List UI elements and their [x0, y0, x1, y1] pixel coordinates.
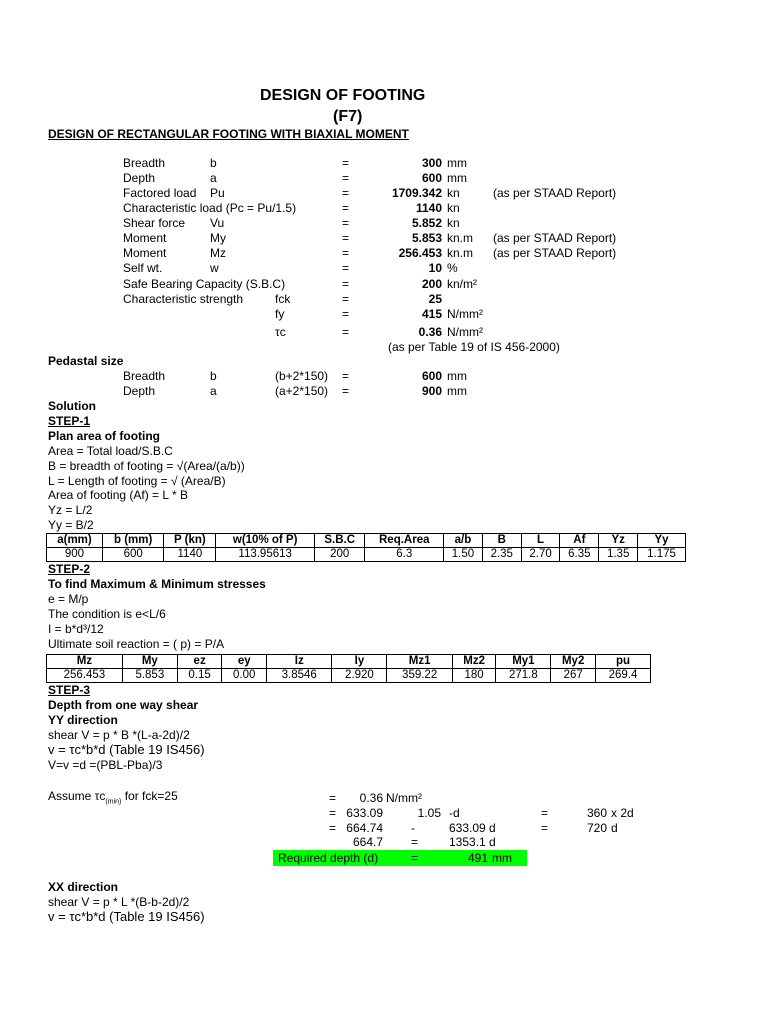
input-value: 300 [421, 156, 442, 170]
stress-cell: 3.8546 [267, 669, 332, 683]
input-value: 0.36 [418, 325, 442, 339]
step2-formula-line: Ultimate soil reaction = ( p) = P/A [48, 637, 225, 651]
stress-header: Iz [267, 655, 332, 669]
required-depth-value: 491 [467, 851, 488, 865]
input-symbol: fck [275, 292, 291, 306]
yy-direction-heading: YY direction [48, 713, 118, 727]
input-symbol: fy [275, 307, 285, 321]
input-value: 5.852 [411, 216, 442, 230]
input-value: 256.453 [398, 246, 442, 260]
stress-header: My [122, 655, 177, 669]
input-value: 25 [428, 292, 442, 306]
input-label: Characteristic strength [123, 292, 244, 306]
step1-formula-line: B = breadth of footing = √(Area/(a/b)) [48, 458, 245, 473]
input-unit: kn/m² [447, 277, 477, 291]
table19-note: (as per Table 19 of IS 456-2000) [388, 340, 560, 354]
plan-cell: 200 [314, 548, 365, 562]
plan-header: L [521, 534, 560, 548]
input-equals: = [342, 325, 350, 339]
stress-cell: 267 [551, 669, 596, 683]
step3-label: STEP-3 [48, 683, 91, 697]
plan-cell: 6.3 [365, 548, 444, 562]
input-unit: kn [447, 186, 460, 200]
stress-cell: 0.15 [177, 669, 222, 683]
input-unit: kn.m [447, 231, 474, 245]
input-label: Moment [123, 246, 167, 260]
input-value: 415 [421, 307, 442, 321]
stress-cell: 2.920 [332, 669, 387, 683]
plan-cell: 1140 [164, 548, 216, 562]
stress-header: My1 [496, 655, 551, 669]
input-value: 5.853 [411, 231, 442, 245]
pedestal-formula: (b+2*150) [275, 369, 329, 383]
yy-depth-formula: V=v =d =(PBL-Pba)/3 [48, 758, 163, 772]
plan-header: S.B.C [314, 534, 365, 548]
input-symbol: w [210, 261, 219, 275]
xx-shear-formula: shear V = p * L *(B-b-2d)/2 [48, 895, 190, 909]
plan-cell: 6.35 [560, 548, 599, 562]
input-unit: N/mm² [447, 325, 483, 339]
step1-formula-line: L = Length of footing = √ (Area/B) [48, 473, 226, 488]
step1-formula-line: Yz = L/2 [48, 503, 93, 518]
input-equals: = [342, 231, 350, 245]
pedestal-value: 900 [421, 384, 442, 398]
plan-cell: 1.35 [599, 548, 638, 562]
calc-r2-eq2: = [541, 806, 549, 820]
input-note: (as per STAAD Report) [493, 246, 617, 260]
input-symbol: Mz [210, 246, 226, 260]
stress-header: Iy [332, 655, 387, 669]
plan-cell: 1.50 [444, 548, 483, 562]
calc-eq-2: = [329, 806, 337, 820]
step2-formula-line: e = M/p [48, 592, 89, 606]
step3-heading: Depth from one way shear [48, 698, 199, 712]
page-subtitle: (F7) [333, 108, 363, 125]
stress-header: Mz2 [452, 655, 496, 669]
stress-cell: 256.453 [47, 669, 123, 683]
plan-header: Yy [638, 534, 686, 548]
pedestal-label: Breadth [123, 369, 166, 383]
input-unit: kn [447, 201, 460, 215]
stress-cell: 359.22 [387, 669, 452, 683]
xx-direction-heading: XX direction [48, 880, 119, 894]
input-value: 200 [421, 277, 442, 291]
page-title: DESIGN OF FOOTING [260, 87, 426, 104]
input-unit: N/mm² [447, 307, 483, 321]
plan-header: Req.Area [365, 534, 444, 548]
input-value: 10 [428, 261, 442, 275]
input-note: (as per STAAD Report) [493, 186, 617, 200]
calc-r3-e: d [611, 821, 618, 835]
plan-header: a/b [444, 534, 483, 548]
input-unit: kn [447, 216, 460, 230]
pedestal-equals: = [342, 384, 350, 398]
stress-cell: 180 [452, 669, 496, 683]
input-equals: = [342, 307, 350, 321]
plan-header: w(10% of P) [216, 534, 315, 548]
input-symbol: b [210, 156, 217, 170]
plan-header: Af [560, 534, 599, 548]
calc-eq-1: = [329, 791, 337, 805]
step2-formula-line: I = b*d³/12 [48, 622, 104, 636]
input-symbol: τc [275, 325, 286, 339]
input-label: Depth [123, 171, 156, 185]
pedestal-value: 600 [421, 369, 442, 383]
input-label: Shear force [123, 216, 186, 230]
stress-cell: 269.4 [595, 669, 650, 683]
step2-heading: To find Maximum & Minimum stresses [48, 577, 266, 591]
input-equals: = [342, 186, 350, 200]
calc-r4-a: 664.7 [352, 835, 383, 849]
input-label: Moment [123, 231, 167, 245]
calc-r3-a: 664.74 [346, 821, 383, 835]
pedestal-unit: mm [447, 384, 467, 398]
step1-formula-line: Area = Total load/S.B.C [48, 444, 173, 458]
xx-stress-formula: v = τc*b*d (Table 19 IS456) [48, 909, 205, 924]
calc-eq-3: = [329, 821, 337, 835]
plan-header: a(mm) [47, 534, 103, 548]
input-label: Self wt. [123, 261, 163, 275]
yy-shear-formula: shear V = p * B *(L-a-2d)/2 [48, 728, 190, 742]
input-equals: = [342, 156, 350, 170]
input-label: Safe Bearing Capacity (S.B.C) [123, 277, 286, 291]
calc-val-1: 0.36 [359, 791, 383, 805]
input-equals: = [342, 261, 350, 275]
input-symbol: a [210, 171, 217, 185]
stress-cell: 271.8 [496, 669, 551, 683]
plan-header: P (kn) [164, 534, 216, 548]
yy-stress-formula: v = τc*b*d (Table 19 IS456) [48, 742, 205, 757]
calc-r3-c: 633.09 d [449, 821, 496, 835]
assume-tc: Assume $\tau c_{(min)}$ for fck=25 [48, 789, 178, 806]
pedestal-equals: = [342, 369, 350, 383]
stress-header: My2 [551, 655, 596, 669]
calc-unit-1: N/mm² [386, 791, 422, 805]
step1-label: STEP-1 [48, 414, 91, 428]
input-symbol: Pu [210, 186, 225, 200]
input-label: Characteristic load (Pc = Pu/1.5) [123, 201, 297, 215]
pedestal-symbol: a [210, 384, 217, 398]
step1-heading: Plan area of footing [48, 429, 161, 443]
plan-header: b (mm) [102, 534, 163, 548]
calc-r4-b: 1353.1 d [449, 835, 496, 849]
pedestal-heading: Pedastal size [48, 354, 124, 368]
input-equals: = [342, 201, 350, 215]
pedestal-formula: (a+2*150) [275, 384, 329, 398]
pedestal-symbol: b [210, 369, 217, 383]
calc-r2-b: 1.05 [417, 806, 441, 820]
step2-label: STEP-2 [48, 562, 91, 576]
stress-header: Mz1 [387, 655, 452, 669]
stress-header: pu [595, 655, 650, 669]
solution-heading: Solution [48, 399, 96, 413]
plan-cell: 600 [102, 548, 163, 562]
step2-formula-line: The condition is e<L/6 [48, 607, 166, 621]
input-unit: kn.m [447, 246, 474, 260]
calc-r2-a: 633.09 [346, 806, 383, 820]
plan-area-table [46, 533, 686, 562]
calc-r3-d: 720 [586, 821, 607, 835]
input-equals: = [342, 246, 350, 260]
input-unit: mm [447, 171, 467, 185]
stresses-table [46, 654, 651, 683]
plan-header: B [482, 534, 521, 548]
input-symbol: Vu [210, 216, 225, 230]
calc-r2-d: 360 [586, 806, 607, 820]
calc-r4-eq: = [411, 835, 419, 849]
input-equals: = [342, 216, 350, 230]
input-note: (as per STAAD Report) [493, 231, 617, 245]
input-symbol: My [210, 231, 226, 245]
plan-cell: 2.70 [521, 548, 560, 562]
input-value: 1140 [415, 201, 442, 215]
calc-r3-eq2: = [541, 821, 549, 835]
plan-cell: 2.35 [482, 548, 521, 562]
input-unit: mm [447, 156, 467, 170]
pedestal-unit: mm [447, 369, 467, 383]
stress-header: ez [177, 655, 222, 669]
input-label: Breadth [123, 156, 166, 170]
input-unit: % [447, 261, 458, 275]
required-depth-label: Required depth (d) [278, 851, 379, 865]
input-equals: = [342, 277, 350, 291]
calc-r3-b: - [411, 821, 415, 835]
calc-r2-c: -d [449, 806, 460, 820]
input-value: 600 [421, 171, 442, 185]
plan-header: Yz [599, 534, 638, 548]
stress-cell: 5.853 [122, 669, 177, 683]
plan-cell: 1.175 [638, 548, 686, 562]
stress-header: ey [222, 655, 267, 669]
required-depth-eq: = [411, 851, 419, 865]
pedestal-label: Depth [123, 384, 156, 398]
plan-cell: 113.95613 [216, 548, 315, 562]
stress-cell: 0.00 [222, 669, 267, 683]
required-depth-unit: mm [492, 851, 512, 865]
input-equals: = [342, 171, 350, 185]
plan-cell: 900 [47, 548, 103, 562]
calc-r2-e: x 2d [611, 806, 634, 820]
input-label: Factored load [123, 186, 197, 200]
step1-formula-line: Area of footing (Af) = L * B [48, 488, 188, 503]
input-equals: = [342, 292, 350, 306]
input-value: 1709.342 [391, 186, 442, 200]
step1-formula-line: Yy = B/2 [48, 518, 94, 532]
stress-header: Mz [47, 655, 123, 669]
main-heading: DESIGN OF RECTANGULAR FOOTING WITH BIAXIAL MOMENT [48, 127, 409, 141]
